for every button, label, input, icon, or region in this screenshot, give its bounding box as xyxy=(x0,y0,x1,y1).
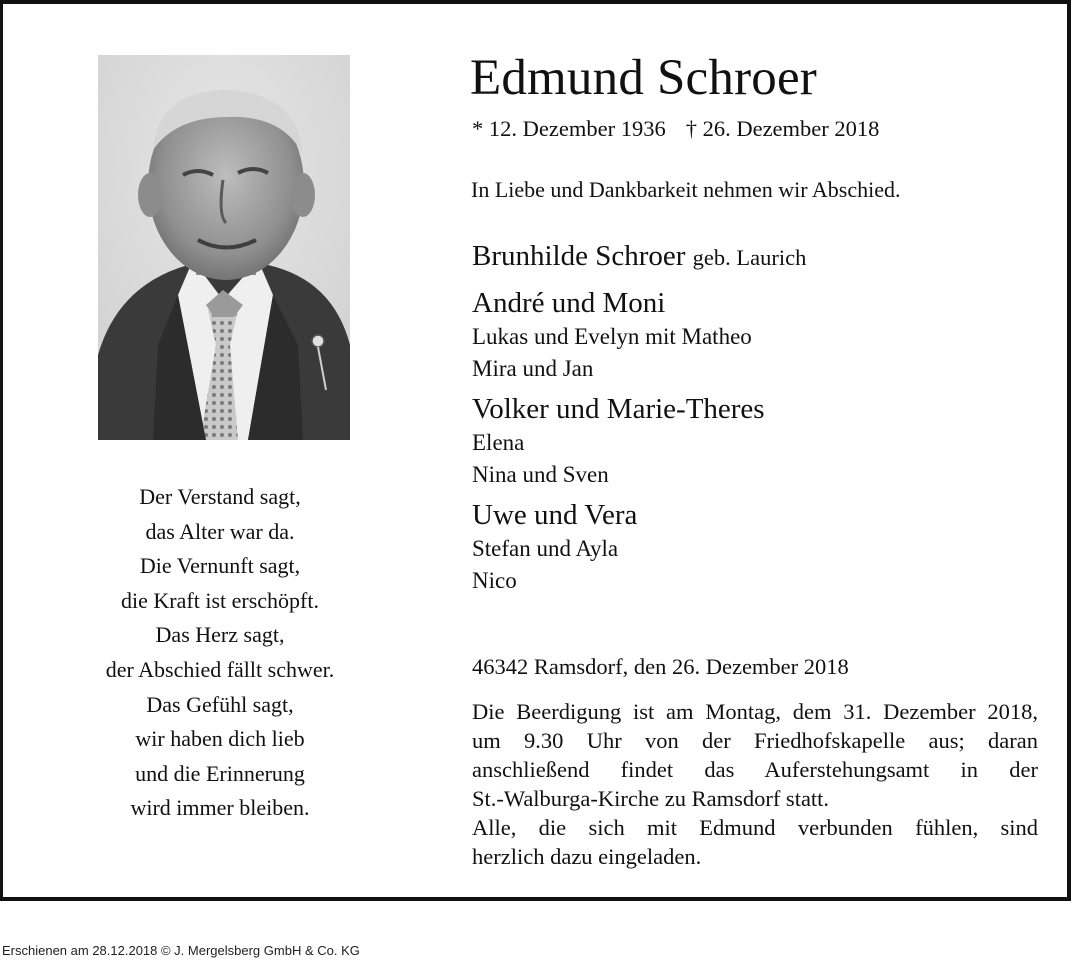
poem xyxy=(50,480,390,826)
family-member: Elena xyxy=(472,430,525,455)
family-list xyxy=(472,238,1032,603)
family-group-head: Volker und Marie-Theres xyxy=(472,393,765,425)
place-date: 46342 Ramsdorf, den 26. Dezember 2018 xyxy=(472,654,849,679)
funeral-line: St.-Walburga-Kirche zu Ramsdorf statt. xyxy=(472,786,830,811)
poem-line: Die Vernunft sagt, xyxy=(139,553,301,579)
family-member: Nina und Sven xyxy=(472,462,609,487)
life-dates xyxy=(472,114,879,144)
poem-line: wir haben dich lieb xyxy=(135,726,305,752)
poem-line: das Alter war da. xyxy=(145,518,295,544)
poem-line: der Abschied fällt schwer. xyxy=(105,656,335,682)
family-member: Stefan und Ayla xyxy=(472,536,619,561)
portrait-photo xyxy=(98,55,350,440)
deceased-name: Edmund Schroer xyxy=(470,50,817,106)
poem-line: wird immer bleiben. xyxy=(130,795,310,821)
publication-footer: Erschienen am 28.12.2018 © J. Mergelsberg GmbH & Co. KG xyxy=(2,943,360,958)
funeral-line: um 9.30 Uhr von der Friedhofskapelle aus; daran xyxy=(472,728,1038,753)
funeral-notice xyxy=(472,697,1038,871)
family-member: Nico xyxy=(472,568,517,593)
spouse-maiden-name: geb. Laurich xyxy=(692,245,807,270)
funeral-line: Alle, die sich mit Edmund verbunden fühlen, sind xyxy=(472,815,1038,840)
poem-line: Das Herz sagt, xyxy=(155,622,285,648)
spouse-entry xyxy=(472,238,1032,276)
poem-line: die Kraft ist erschöpft. xyxy=(121,587,319,613)
poem-line: Der Verstand sagt, xyxy=(139,484,301,509)
family-group-head: Uwe und Vera xyxy=(472,499,638,531)
family-group xyxy=(472,285,1032,385)
family-member: Lukas und Evelyn mit Matheo xyxy=(472,324,752,349)
birth-date: * 12. Dezember 1936 xyxy=(472,116,666,141)
funeral-line: Die Beerdigung ist am Montag, dem 31. Dezember 2018, xyxy=(472,699,1038,724)
poem-line: Das Gefühl sagt, xyxy=(146,691,294,717)
poem-line: und die Erinnerung xyxy=(135,760,305,786)
funeral-line: herzlich dazu eingeladen. xyxy=(472,844,702,869)
family-member: Mira und Jan xyxy=(472,356,594,381)
family-group xyxy=(472,391,1032,491)
family-group-head: André und Moni xyxy=(472,287,666,319)
death-date: † 26. Dezember 2018 xyxy=(685,116,880,141)
family-group xyxy=(472,497,1032,597)
farewell-line: In Liebe und Dankbarkeit nehmen wir Abschied. xyxy=(471,177,901,202)
funeral-line: anschließend findet das Auferstehungsamt in der xyxy=(472,757,1038,782)
spouse-name: Brunhilde Schroer xyxy=(472,240,686,272)
